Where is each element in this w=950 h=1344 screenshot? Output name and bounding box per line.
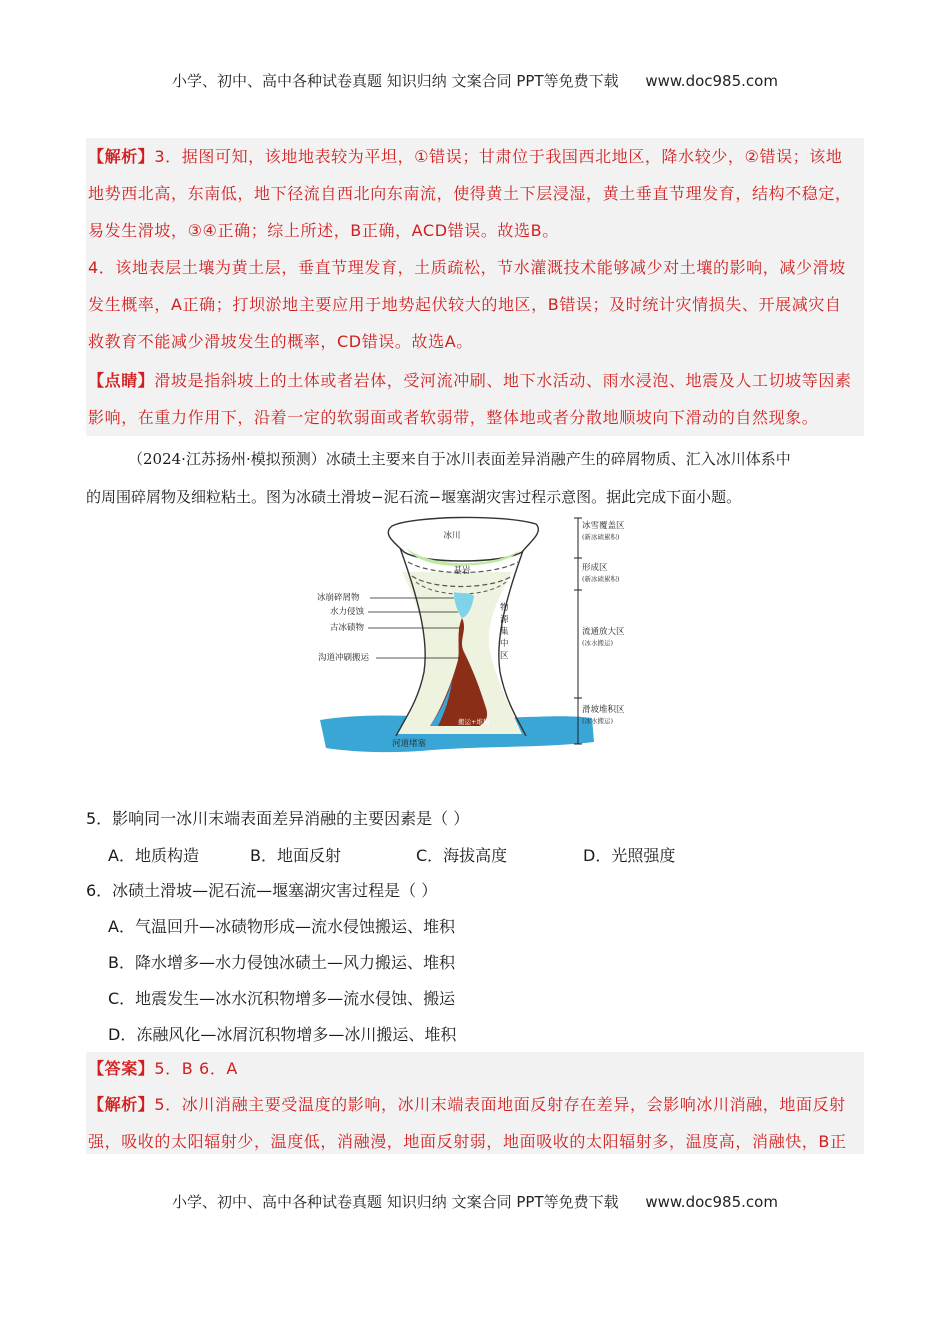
q5-option-d[interactable]: D．光照强度: [583, 846, 676, 865]
tip-block: [86, 362, 864, 436]
q5-option-a[interactable]: A．地质构造: [108, 846, 199, 865]
bedrock-label: 基岩: [453, 566, 471, 576]
q5-option-b[interactable]: B．地面反射: [250, 846, 341, 865]
source-zone-char: 源: [500, 615, 509, 625]
q6-option-b[interactable]: B．降水增多—水力侵蚀冰碛土—风力搬运、堆积: [108, 953, 455, 972]
analysis-tag: 【解析】: [88, 147, 155, 166]
header-text: 小学、初中、高中各种试卷真题 知识归纳 文案合同 PPT等免费下载: [172, 72, 619, 90]
analysis-line: 3．据图可知，该地地表较为平坦，①错误；甘肃位于我国西北地区，降水较少，②错误；该地: [154, 147, 843, 166]
q6-option-c[interactable]: C．地震发生—冰水沉积物增多—流水侵蚀、搬运: [108, 989, 456, 1008]
source-zone-char: 集: [500, 627, 509, 637]
intro-paragraph: [86, 440, 864, 516]
intro-line: 的周围碎屑物及细粒粘土。图为冰碛土滑坡−泥石流−堰塞湖灾害过程示意图。据此完成下面小题。: [86, 488, 742, 506]
river-blocked-label: 河道堵塞: [392, 739, 427, 749]
source-zone-char: 物: [500, 603, 509, 613]
analysis-block-2: [86, 1086, 864, 1154]
analysis-line: 4．该地表层土壤为黄土层，垂直节理发育，土质疏松，节水灌溉技术能够减少对土壤的影响，减少滑坡: [88, 258, 846, 277]
zone-sub: (冰水搬运): [582, 639, 614, 647]
analysis2-line: 5．冰川消融主要受温度的影响，冰川末端表面地面反射存在差异，会影响冰川消融，地面反射: [154, 1095, 846, 1114]
analysis-line: 地势西北高，东南低，地下径流自西北向东南流，使得黄土下层浸湿，黄土垂直节理发育，结构不稳定，: [88, 184, 852, 203]
question-5-stem: 5．影响同一冰川末端表面差异消融的主要因素是（ ）: [86, 809, 470, 828]
analysis2-line: 强，吸收的太阳辐射少，温度低，消融漫，地面反射弱，地面吸收的太阳辐射多，温度高，消融快，B正: [88, 1132, 847, 1151]
tip-line: 滑坡是指斜坡上的土体或者岩体，受河流冲刷、地下水活动、雨水浸泡、地震及人工切坡等因素: [154, 371, 852, 390]
q5-option-c[interactable]: C．海拔高度: [416, 846, 508, 865]
analysis-line: 发生概率，A正确；打坝淤地主要应用于地势起伏较大的地区，B错误；及时统计灾情损失、开展减灾自: [88, 295, 842, 314]
label-hydraulic-erosion: 水力侵蚀: [330, 607, 365, 617]
glacier-shape: [388, 517, 538, 561]
source-zone-char: 中: [500, 639, 509, 649]
transport-deposit-label: 搬运+堆积: [458, 718, 490, 726]
footer-text: 小学、初中、高中各种试卷真题 知识归纳 文案合同 PPT等免费下载: [172, 1193, 619, 1211]
intro-line: （2024·江苏扬州·模拟预测）冰碛土主要来自于冰川表面差异消融产生的碎屑物质、汇入冰川体系中: [128, 450, 791, 468]
tip-paragraph: [86, 362, 864, 436]
q6-option-d[interactable]: D．冻融风化—冰屑沉积物增多—冰川搬运、堆积: [108, 1025, 457, 1044]
analysis-paragraph: [86, 138, 864, 360]
analysis2-tag: 【解析】: [88, 1095, 155, 1114]
answer-text: 5．B 6．A: [154, 1059, 238, 1078]
glacier-label: 冰川: [443, 531, 461, 541]
header-site-link[interactable]: www.doc985.com: [645, 72, 778, 90]
analysis2-paragraph: [86, 1086, 864, 1160]
zone-name: 滑坡堆积区: [582, 705, 625, 715]
zone-name: 形成区: [582, 563, 608, 573]
answer-block: [86, 1052, 864, 1086]
q6-option-a[interactable]: A．气温回升—冰碛物形成—流水侵蚀搬运、堆积: [108, 917, 455, 936]
answer-tag: 【答案】: [88, 1059, 155, 1078]
zone-sub: (新冰碛累积): [582, 533, 620, 541]
question-6-stem: 6．冰碛土滑坡—泥石流—堰塞湖灾害过程是（ ）: [86, 881, 438, 900]
analysis-block-1: [86, 138, 864, 362]
footer-site-link[interactable]: www.doc985.com: [645, 1193, 778, 1211]
label-channel-scour: 沟道冲刷搬运: [318, 653, 370, 663]
analysis-line: 易发生滑坡，③④正确；综上所述，B正确，ACD错误。故选B。: [88, 221, 559, 240]
zone-sub: (新冰碛累积): [582, 575, 620, 583]
label-ice-debris: 冰崩碎屑物: [317, 593, 360, 603]
page-header: [0, 70, 950, 91]
glacier-landslide-diagram: [312, 512, 688, 774]
label-ancient-moraine: 古冰碛物: [330, 623, 365, 633]
tip-line: 影响，在重力作用下，沿着一定的软弱面或者软弱带，整体地或者分散地顺坡向下滑动的自然现象。: [88, 408, 819, 427]
diagram-svg: [312, 512, 688, 774]
tip-tag: 【点睛】: [88, 371, 155, 390]
source-zone-char: 区: [500, 651, 509, 661]
analysis-line: 救教育不能减少滑坡发生的概率，CD错误。故选A。: [88, 332, 473, 351]
zone-sub: (冰水搬运): [582, 717, 614, 725]
zone-name: 冰雪覆盖区: [582, 521, 625, 531]
page-footer: [0, 1191, 950, 1212]
zone-name: 流通放大区: [582, 627, 625, 637]
